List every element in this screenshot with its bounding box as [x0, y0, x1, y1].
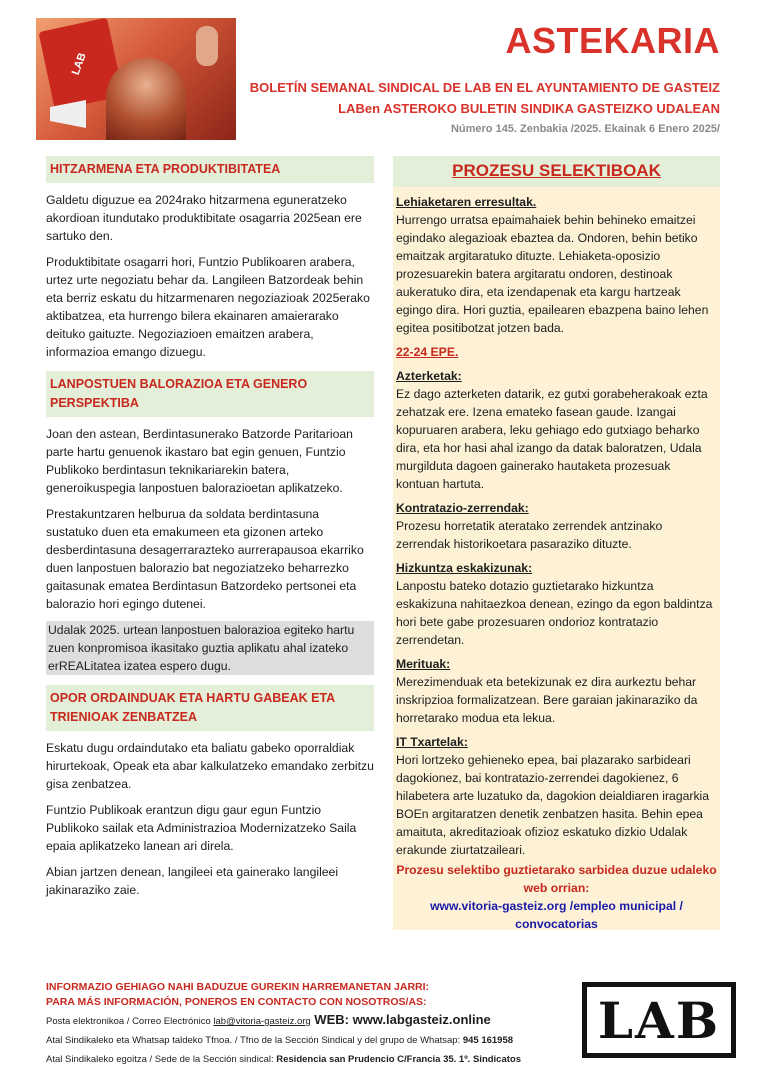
footer-phone-line: [46, 1031, 566, 1050]
subtitle-es: BOLETÍN SEMANAL SINDICAL DE LAB EN EL AYUNTAMIENTO DE GASTEIZ: [249, 80, 720, 95]
footer-email-line: [46, 1010, 566, 1031]
raised-fist: [196, 26, 218, 66]
phone-number: 945 161958: [462, 1035, 514, 1046]
right-column: [393, 156, 720, 930]
section-heading: HITZARMENA ETA PRODUKTIBITATEA: [46, 156, 374, 183]
paragraph: Produktibitate osagarri hori, Funtzio Publikoaren arabera, urtez urte negoziatu behar da. Langileen Batzordeak behin eta berriz eskatu du hitzarmenaren negoziazioak 2025erako aktibatzea, eta hurrengo bilera ekainaren amaierarako deituko gaituzte. Negoziazioen emaitzen arabera, informazioa emango dizuegu.: [46, 255, 370, 359]
flag-text: LAB: [69, 51, 89, 77]
lab-logo: [582, 982, 736, 1058]
page-title: ASTEKARIA: [505, 20, 720, 61]
paragraph: Prestakuntzaren helburua da soldata berdintasuna sustatuko duen eta emakumeen eta gizonen arteko desberdintasuna desagerrarazteko aurrerapausoa ekarriko duen lanpostuen balorazio bat negoziatzeko beharrezko gaitasunak ematea Berdintasun Batzordeko pertsonei eta balorazio hori egingo dutenei.: [46, 507, 364, 611]
logo-text: LAB: [597, 990, 721, 1050]
highlighted-paragraph: Udalak 2025. urtean lanpostuen balorazioa egiteko hartu zuen konpromisoa ikasitako guztia aplikatu ahal izateko erREALitatea izatea espero dugu.: [46, 621, 374, 675]
section-heading: OPOR ORDAINDUAK ETA HARTU GABEAK ETA TRIENIOAK ZENBATZEA: [46, 685, 374, 731]
footer-contact-es: PARA MÁS INFORMACIÓN, PONEROS EN CONTACTO CON NOSOTROS/AS:: [46, 996, 427, 1008]
paragraph: Ez dago azterketen datarik, ez gutxi gorabeherakoak ezta zehatzak ere. Izena emateko fasean gaude. Izangai kopuruaren arabera, leku gehiago edo gutxiago beharko dira, eta hor hasi ahal izango da datak baloratzen, Udala murgilduta dagoen gainerako hautaketa prozesuak kontuan hartuta.: [396, 387, 708, 491]
phone-label: Atal Sindikaleko eta Whatsap taldeko Tfnoa. / Tfno de la Sección Sindical y del grupo de Whatsap:: [46, 1035, 463, 1046]
footer-contact-eu: INFORMAZIO GEHIAGO NAHI BADUZUE GUREKIN HARREMANETAN JARRI:: [46, 981, 430, 993]
address: Residencia san Prudencio C/Francia 35. 1º. Sindicatos: [276, 1054, 522, 1065]
paragraph: Eskatu dugu ordaindutako eta baliatu gabeko oporraldiak hirurtekoak, Opeak eta abar kalkulatzeko emandako zerbitzu gisa zenbatzea.: [46, 741, 374, 791]
subtitle-eu: LABen ASTEROKO BULETIN SINDIKA GASTEIZKO UDALEAN: [338, 101, 720, 116]
red-subheading: 22-24 EPE.: [396, 345, 459, 359]
web-label: WEB:: [310, 1012, 353, 1027]
section-heading: PROZESU SELEKTIBOAK: [393, 156, 720, 187]
section-heading: LANPOSTUEN BALORAZIOA ETA GENERO PERSPEKTIBA: [46, 371, 374, 417]
web-link[interactable]: www.vitoria-gasteiz.org /empleo municipal /: [430, 899, 683, 913]
paragraph: Funtzio Publikoak erantzun digu gaur egun Funtzio Publikoko sailak eta Administrazioa Modernizatzeko Saila epaia aplikatzeko lanean ari direla.: [46, 803, 357, 853]
access-note: Prozesu selektibo guztietarako sarbidea duzue udaleko web orrian:: [396, 863, 717, 895]
address-label: Atal Sindikaleko egoitza / Sede de la Sección sindical:: [46, 1054, 277, 1065]
paragraph: Hori lortzeko gehieneko epea, bai plazarako sarbideari dagokionez, bai kontratazio-zerrendei dagokienez, 6 hilabetera arte luzatuko da, dagokion deialdiaren iragarkia BOEn argitaratzen denetik zenbatzen hasita. Behin epea amaituta, akreditazioak ofizioz eskatuko dizkio Udalak erakunde ziurtatzaileari.: [396, 753, 710, 857]
subheading: Azterketak:: [396, 369, 462, 383]
paragraph: Prozesu horretatik ateratako zerrendek antzinako zerrendak historikoetara pasaraziko dituzte.: [396, 519, 663, 551]
left-column: [46, 156, 374, 899]
subheading: Lehiaketaren erresultak.: [396, 195, 537, 209]
issue-number: Número 145. Zenbakia /2025. Ekainak 6 Enero 2025/: [450, 123, 720, 135]
subheading: IT Txartelak:: [396, 735, 468, 749]
paragraph: Lanpostu bateko dotazio guztietarako hizkuntza eskakizuna nahitaezkoa denean, ezingo da egon baldintza hori bete gabe prozesuaren ondorioz kontratazio zerrendetan.: [396, 579, 713, 647]
subheading: Merituak:: [396, 657, 451, 671]
protester-figure: [106, 58, 186, 140]
paragraph: Abian jartzen denean, langileei eta gainerako langileei jakinaraziko zaie.: [46, 865, 339, 897]
footer-address-line: [46, 1050, 566, 1069]
paragraph: Merezimenduak eta betekizunak ez dira aurkeztu behar inskripzioa formalizatzean. Bere garaian jakinaraziko da horretarako modua eta lekua.: [396, 675, 698, 725]
paragraph: Galdetu diguzue ea 2024rako hitzarmena eguneratzeko akordioan itundutako produktibitate osagarria 2025ean ere sartuko den.: [46, 193, 362, 243]
paragraph: Joan den astean, Berdintasunerako Batzorde Paritarioan parte hartu genuenok ikastaro bat egin genuen, Funtzio Publikoko berdintasun teknikariarekin batera, generoikuspegia lanpostuen balorazioetan aplikatzeko.: [46, 427, 353, 495]
email-label: Posta elektronikoa / Correo Electrónico: [46, 1016, 214, 1027]
email-link[interactable]: lab@vitoria-gasteiz.org: [213, 1016, 311, 1027]
web-link[interactable]: www.labgasteiz.online: [352, 1012, 491, 1027]
header-photo: [36, 18, 236, 140]
paragraph: Hurrengo urratsa epaimahaiek behin behineko emaitzei egindako alegazioak ebaztea da. Ondoren, behin betiko emaitzak argitaratuko dituzte. Lehiaketa-oposizio prozesuarekin batera argitaratu ondoren, destinoak aukeratuko dira, eta izendapenak eta kargu hartzeak egingo dira. Hori guztia, epailearen ebazpena baino lehen egitea positibotzat jotzen bada.: [396, 213, 709, 335]
footer: [46, 980, 566, 1069]
web-link[interactable]: convocatorias: [515, 917, 598, 931]
subheading: Kontratazio-zerrendak:: [396, 501, 529, 515]
subheading: Hizkuntza eskakizunak:: [396, 561, 533, 575]
